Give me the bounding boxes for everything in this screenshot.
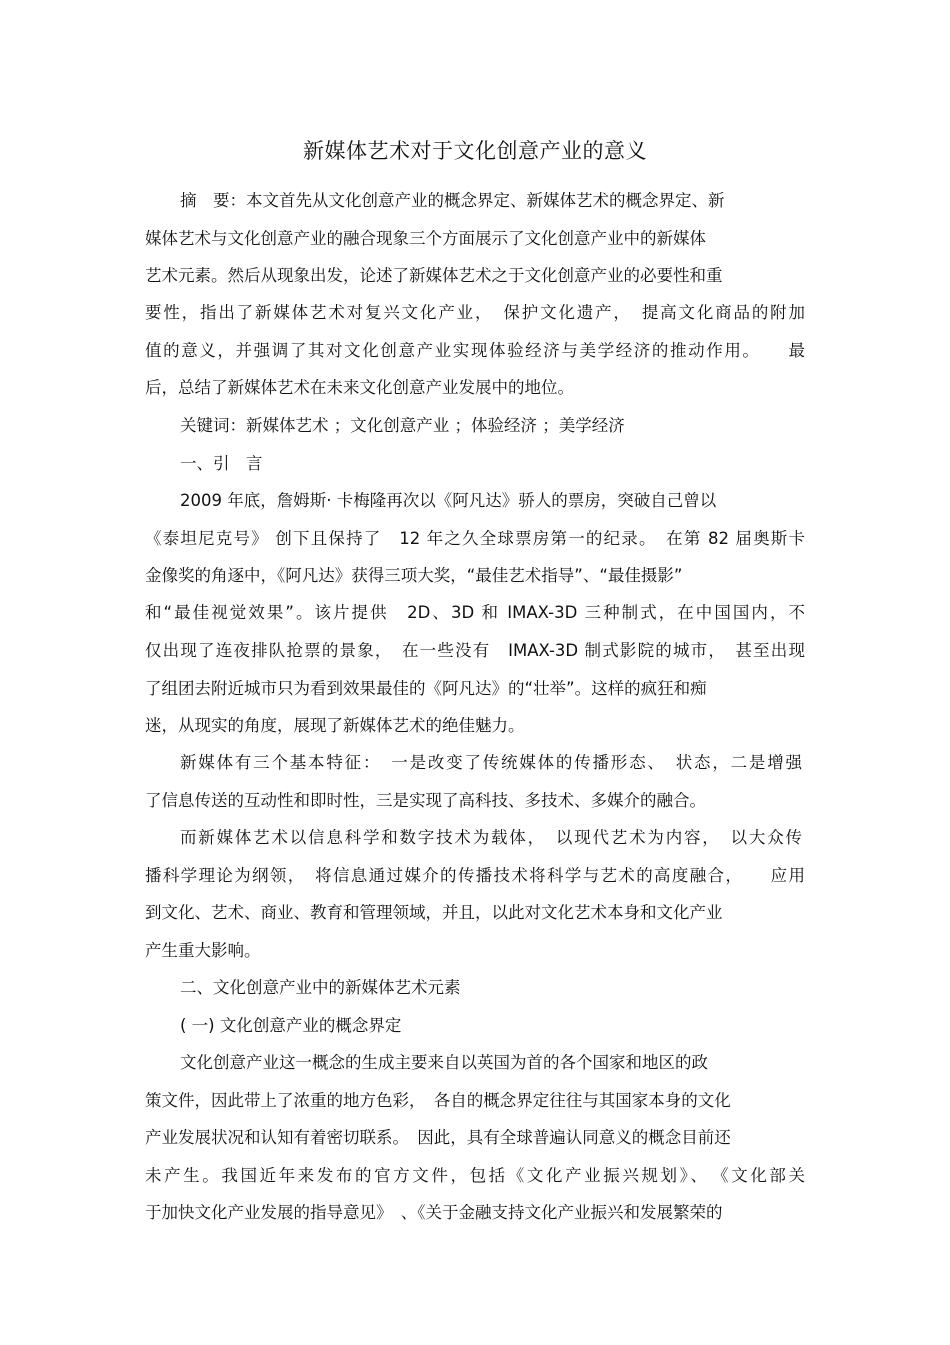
paragraph-line: 播科学理论为纲领， 将信息通过媒介的传播技术将科学与艺术的高度融合， 应用 [145, 866, 805, 885]
paragraph-line: 2009 年底，詹姆斯· 卡梅隆再次以《阿凡达》骄人的票房，突破自己曾以 [180, 491, 717, 510]
section-heading: 一、引 言 [180, 454, 263, 473]
paragraph-line: 产生重大影响。 [145, 941, 261, 960]
paragraph-line: 了信息传送的互动性和即时性，三是实现了高科技、多技术、多媒介的融合。 [145, 791, 706, 810]
abstract-line: 摘 要：本文首先从文化创意产业的概念界定、新媒体艺术的概念界定、新 [180, 191, 725, 210]
abstract-line: 后，总结了新媒体艺术在未来文化创意产业发展中的地位。 [145, 378, 574, 397]
paragraph-line: 而新媒体艺术以信息科学和数字技术为载体， 以现代艺术为内容， 以大众传 [180, 828, 802, 847]
paragraph-line: 产业发展状况和认知有着密切联系。 因此，具有全球普遍认同意义的概念目前还 [145, 1128, 731, 1147]
abstract-line: 要性，指出了新媒体艺术对复兴文化产业， 保护文化遗产， 提高文化商品的附加 [145, 303, 805, 322]
paragraph-line: 于加快文化产业发展的指导意见》 、《关于金融支持文化产业振兴和发展繁荣的 [145, 1203, 723, 1222]
abstract-line: 媒体艺术与文化创意产业的融合现象三个方面展示了文化创意产业中的新媒体 [145, 229, 706, 248]
paragraph-line: 到文化、艺术、商业、教育和管理领域，并且，以此对文化艺术本身和文化产业 [145, 903, 723, 922]
paragraph-line: 策文件，因此带上了浓重的地方色彩， 各自的概念界定往往与其国家本身的文化 [145, 1091, 731, 1110]
abstract-line: 艺术元素。然后从现象出发，论述了新媒体艺术之于文化创意产业的必要性和重 [145, 266, 723, 285]
paragraph-line: 未产生。我国近年来发布的官方文件，包括《文化产业振兴规划》、 《文化部关 [145, 1166, 805, 1185]
paragraph-line: 和“最佳视觉效果”。该片提供 2D、3D 和 IMAX-3D 三种制式，在中国国内，不 [145, 603, 805, 622]
abstract-line: 值的意义，并强调了其对文化创意产业实现体验经济与美学经济的推动作用。 最 [145, 341, 805, 360]
paragraph-line: 金像奖的角逐中，《阿凡达》获得三项大奖，“最佳艺术指导”、“最佳摄影” [145, 566, 683, 585]
keywords-line: 关键词：新媒体艺术 ；文化创意产业 ；体验经济 ；美学经济 [180, 416, 625, 435]
paragraph-line: 文化创意产业这一概念的生成主要来自以英国为首的各个国家和地区的政 [180, 1053, 708, 1072]
subsection-heading: ( 一) 文化创意产业的概念界定 [180, 1016, 402, 1035]
paragraph-line: 迷，从现实的角度，展现了新媒体艺术的绝佳魅力。 [145, 716, 525, 735]
section-heading: 二、文化创意产业中的新媒体艺术元素 [180, 978, 461, 997]
paragraph-line: 仅出现了连夜排队抢票的景象， 在一些没有 IMAX-3D 制式影院的城市， 甚至出现 [145, 641, 805, 660]
page-title: 新媒体艺术对于文化创意产业的意义 [303, 139, 647, 163]
paragraph-line: 新媒体有三个基本特征： 一是改变了传统媒体的传播形态、 状态，二是增强 [180, 753, 802, 772]
paragraph-line: 《泰坦尼克号》 创下且保持了 12 年之久全球票房第一的纪录。 在第 82 届奥斯卡 [145, 529, 805, 548]
paragraph-line: 了组团去附近城市只为看到效果最佳的《阿凡达》的“壮举”。这样的疯狂和痴 [145, 679, 707, 698]
